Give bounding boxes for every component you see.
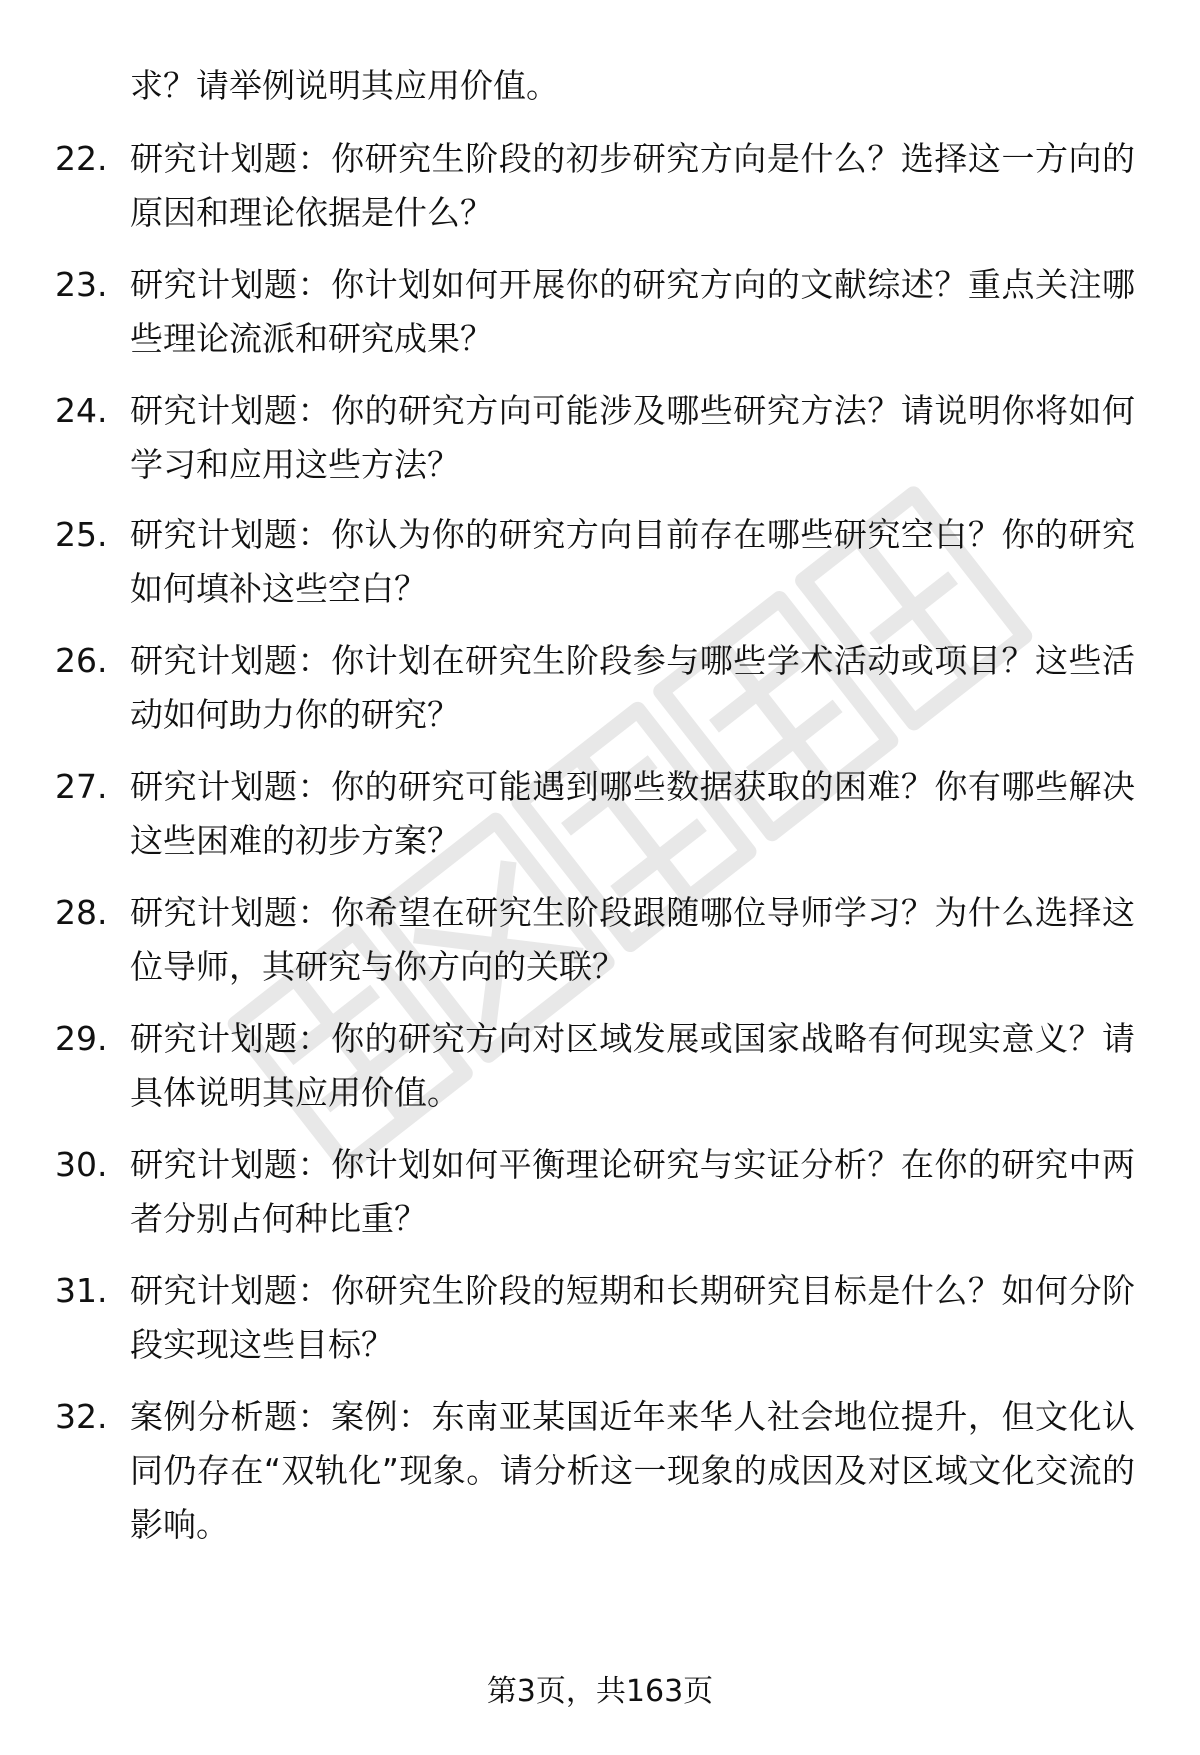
item-number: 31. — [55, 1271, 108, 1310]
item-text: 研究计划题：你计划如何开展你的研究方向的文献综述？重点关注哪些理论流派和研究成果？ — [130, 265, 1135, 358]
item-number: 28. — [55, 893, 108, 932]
item-number: 32. — [55, 1397, 108, 1436]
item-number: 27. — [55, 767, 108, 806]
item-text: 研究计划题：你计划在研究生阶段参与哪些学术活动或项目？这些活动如何助力你的研究？ — [130, 641, 1135, 734]
item-text: 研究计划题：你研究生阶段的短期和长期研究目标是什么？如何分阶段实现这些目标？ — [130, 1271, 1135, 1364]
item-text: 研究计划题：你认为你的研究方向目前存在哪些研究空白？你的研究如何填补这些空白？ — [130, 515, 1135, 608]
item-number: 26. — [55, 641, 108, 680]
item-text: 案例分析题：案例：东南亚某国近年来华人社会地位提升，但文化认同仍存在“双轨化”现象。请分析这一现象的成因及对区域文化交流的影响。 — [130, 1397, 1135, 1544]
item-number: 25. — [55, 515, 108, 554]
item-number: 23. — [55, 265, 108, 304]
item-number: 29. — [55, 1019, 108, 1058]
item-text: 研究计划题：你研究生阶段的初步研究方向是什么？选择这一方向的原因和理论依据是什么？ — [130, 139, 1135, 232]
item-text: 研究计划题：你希望在研究生阶段跟随哪位导师学习？为什么选择这位导师，其研究与你方向的关联？ — [130, 893, 1135, 986]
item-number: 22. — [55, 139, 108, 178]
item-number: 30. — [55, 1145, 108, 1184]
item-number: 24. — [55, 391, 108, 430]
page-footer: 第3页，共163页 — [486, 1674, 714, 1709]
item-text: 研究计划题：你计划如何平衡理论研究与实证分析？在你的研究中两者分别占何种比重？ — [130, 1145, 1135, 1238]
item-text: 研究计划题：你的研究可能遇到哪些数据获取的困难？你有哪些解决这些困难的初步方案？ — [130, 767, 1135, 860]
item-text: 研究计划题：你的研究方向对区域发展或国家战略有何现实意义？请具体说明其应用价值。 — [130, 1019, 1135, 1112]
continuation-text: 求？请举例说明其应用价值。 — [130, 66, 559, 105]
item-text: 研究计划题：你的研究方向可能涉及哪些研究方法？请说明你将如何学习和应用这些方法？ — [130, 391, 1135, 484]
